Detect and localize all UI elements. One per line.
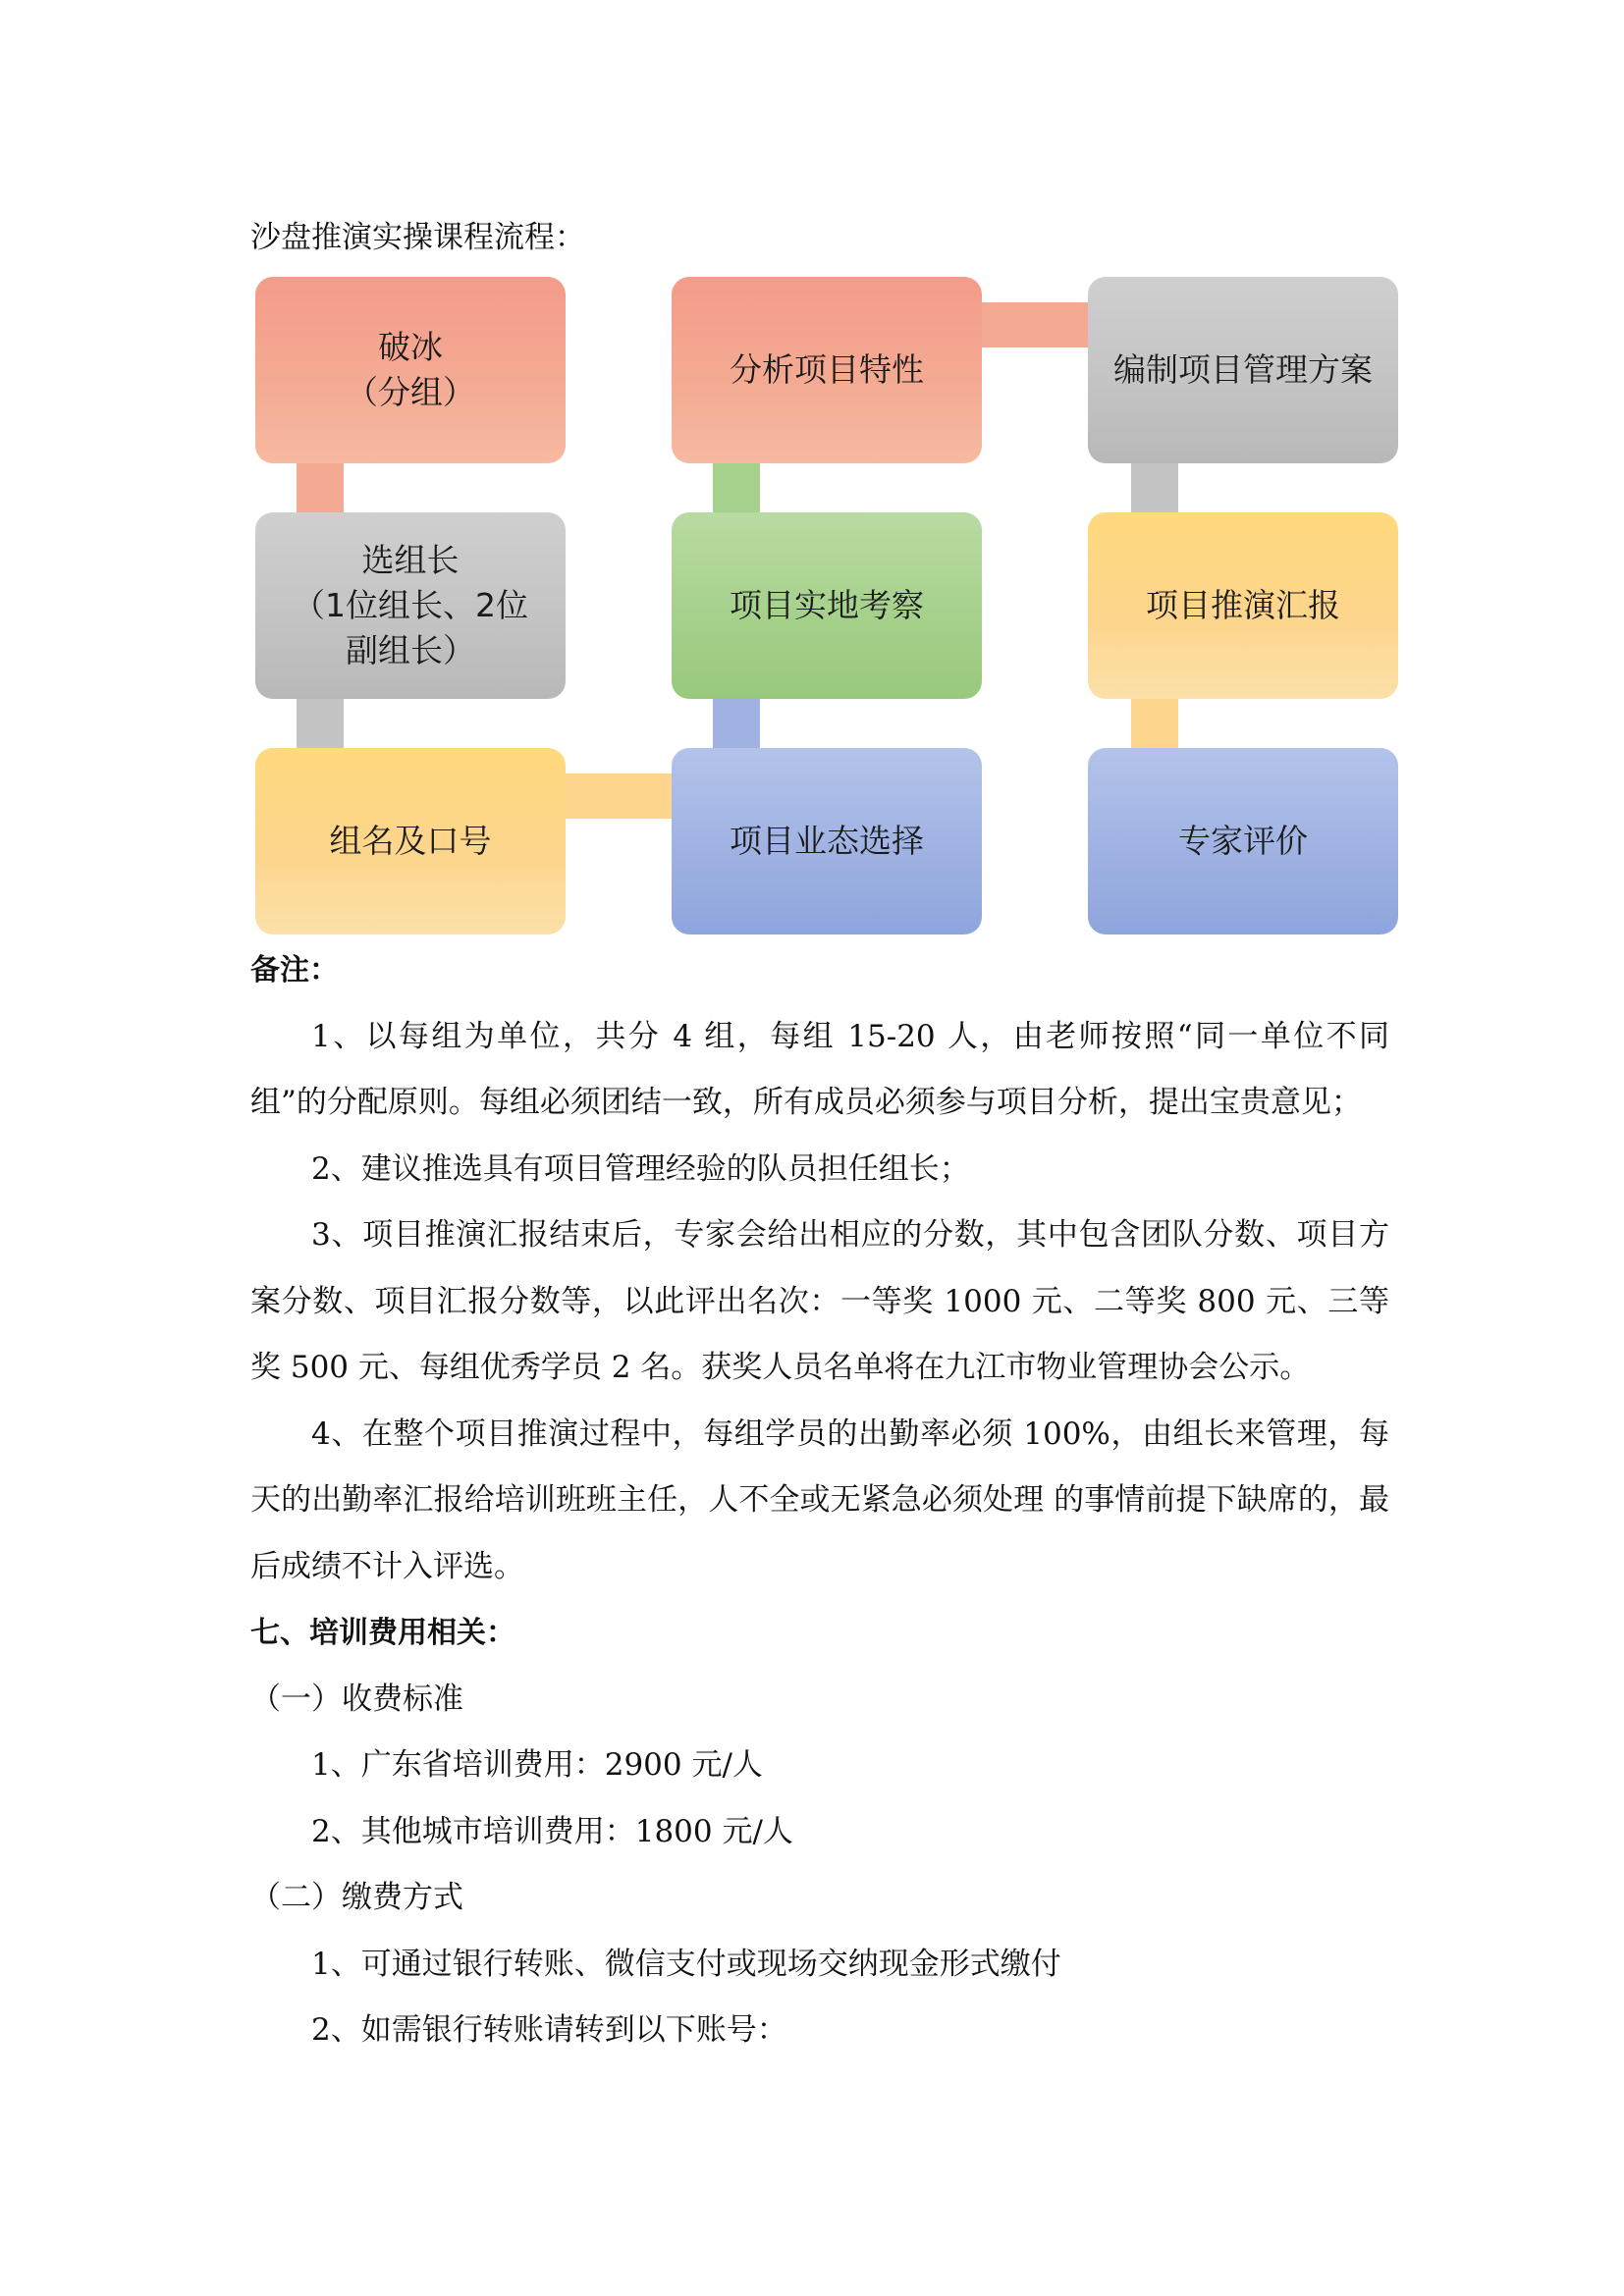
flow-diagram [0, 0, 1624, 942]
fee-standard-item: 1、广东省培训费用：2900 元/人 [311, 1747, 763, 1783]
connector-analysis-plan [980, 302, 1090, 347]
fee-standard-item: 2、其他城市培训费用：1800 元/人 [311, 1813, 793, 1849]
flow-node-format: 项目业态选择 [672, 748, 982, 934]
flow-node-slogan: 组名及口号 [255, 748, 566, 934]
fee-payment-title: （二）缴费方式 [250, 1880, 463, 1915]
connector-icebreak-leader [297, 461, 344, 516]
connector-format-site [713, 697, 760, 752]
flow-node-review: 专家评价 [1088, 748, 1398, 934]
connector-report-review [1131, 697, 1178, 752]
fee-standard-title: （一）收费标准 [250, 1681, 463, 1717]
flow-node-report: 项目推演汇报 [1088, 512, 1398, 699]
flow-node-analysis: 分析项目特性 [672, 277, 982, 463]
notes-heading: 备注： [250, 953, 339, 988]
fee-payment-item: 2、如需银行转账请转到以下账号： [311, 2012, 787, 2048]
note-item: 3、项目推演汇报结束后，专家会给出相应的分数，其中包含团队分数、项目方案分数、项目汇报分数等，以此评出名次：一等奖 1000 元、二等奖 800 元、三等奖 500 元、每组优秀学员 2 名。获奖人员名单将在九江市物业管理协会公示。 [250, 1217, 1389, 1385]
connector-leader-slogan [297, 697, 344, 752]
flow-node-icebreak: 破冰 （分组） [255, 277, 566, 463]
document-body [250, 937, 1389, 2064]
flow-intro: 沙盘推演实操课程流程： [250, 220, 585, 255]
flow-node-site: 项目实地考察 [672, 512, 982, 699]
note-item: 1、以每组为单位，共分 4 组，每组 15-20 人，由老师按照“同一单位不同组”的分配原则。每组必须团结一致，所有成员必须参与项目分析，提出宝贵意见； [250, 1018, 1389, 1120]
note-item: 2、建议推选具有项目管理经验的队员担任组长； [311, 1150, 970, 1187]
connector-plan-report [1131, 461, 1178, 516]
note-item: 4、在整个项目推演过程中，每组学员的出勤率必须 100%，由组长来管理，每天的出勤率汇报给培训班班主任，人不全或无紧急必须处理 的事情前提下缺席的，最后成绩不计入评选。 [250, 1415, 1389, 1584]
fee-payment-item: 1、可通过银行转账、微信支付或现场交纳现金形式缴付 [311, 1946, 1061, 1982]
connector-site-analysis [713, 461, 760, 516]
flow-node-leader: 选组长 （1位组长、2位副组长） [255, 512, 566, 699]
connector-slogan-format [564, 774, 674, 819]
fees-heading: 七、培训费用相关： [250, 1616, 515, 1650]
flow-node-plan: 编制项目管理方案 [1088, 277, 1398, 463]
